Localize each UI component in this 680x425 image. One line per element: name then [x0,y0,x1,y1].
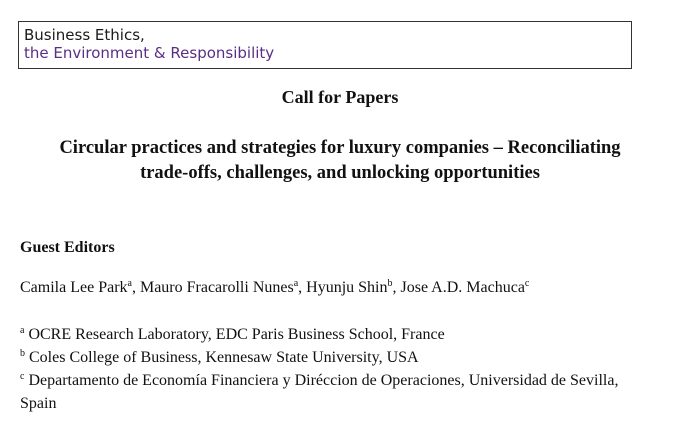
special-issue-title [20,136,660,186]
editor-name: Camila Lee Park [20,279,128,296]
editor-name: Jose A.D. Machuca [400,279,525,296]
affiliations-list [20,323,670,415]
affiliation-item [20,369,670,415]
affiliation-text: OCRE Research Laboratory, EDC Paris Business School, France [28,326,445,343]
affiliation-item [20,346,670,369]
editor-name: Hyunju Shin [306,279,388,296]
affiliation-text-continuation: Spain [20,395,57,412]
affiliation-superscript: c [524,278,530,289]
journal-name-line2: the Environment & Responsibility [24,44,275,62]
affiliation-text: Departamento de Economía Financiera y Diréccion de Operaciones, Universidad de Sevilla, [28,372,619,389]
affiliation-superscript: a [127,278,132,289]
affiliation-superscript: b [387,278,393,289]
affiliation-mark: c [20,371,25,382]
affiliation-mark: b [20,348,25,359]
affiliation-mark: a [20,325,25,336]
journal-name-line1: Business Ethics, [24,26,145,44]
affiliation-superscript: a [293,278,299,289]
editor-name: Mauro Fracarolli Nunes [139,279,294,296]
name-separator: , [392,279,401,296]
guest-editors-heading: Guest Editors [20,239,115,256]
affiliation-item [20,323,670,346]
title-line-2: trade-offs, challenges, and unlocking opportunities [140,163,540,183]
guest-editors-list [20,278,529,298]
name-separator: , [298,279,307,296]
call-for-papers-heading: Call for Papers [281,87,399,107]
affiliation-text: Coles College of Business, Kennesaw State University, USA [29,349,419,366]
title-line-1: Circular practices and strategies for luxury companies – Reconciliating [59,138,621,158]
journal-logo-box [18,21,632,69]
name-separator: , [131,279,140,296]
